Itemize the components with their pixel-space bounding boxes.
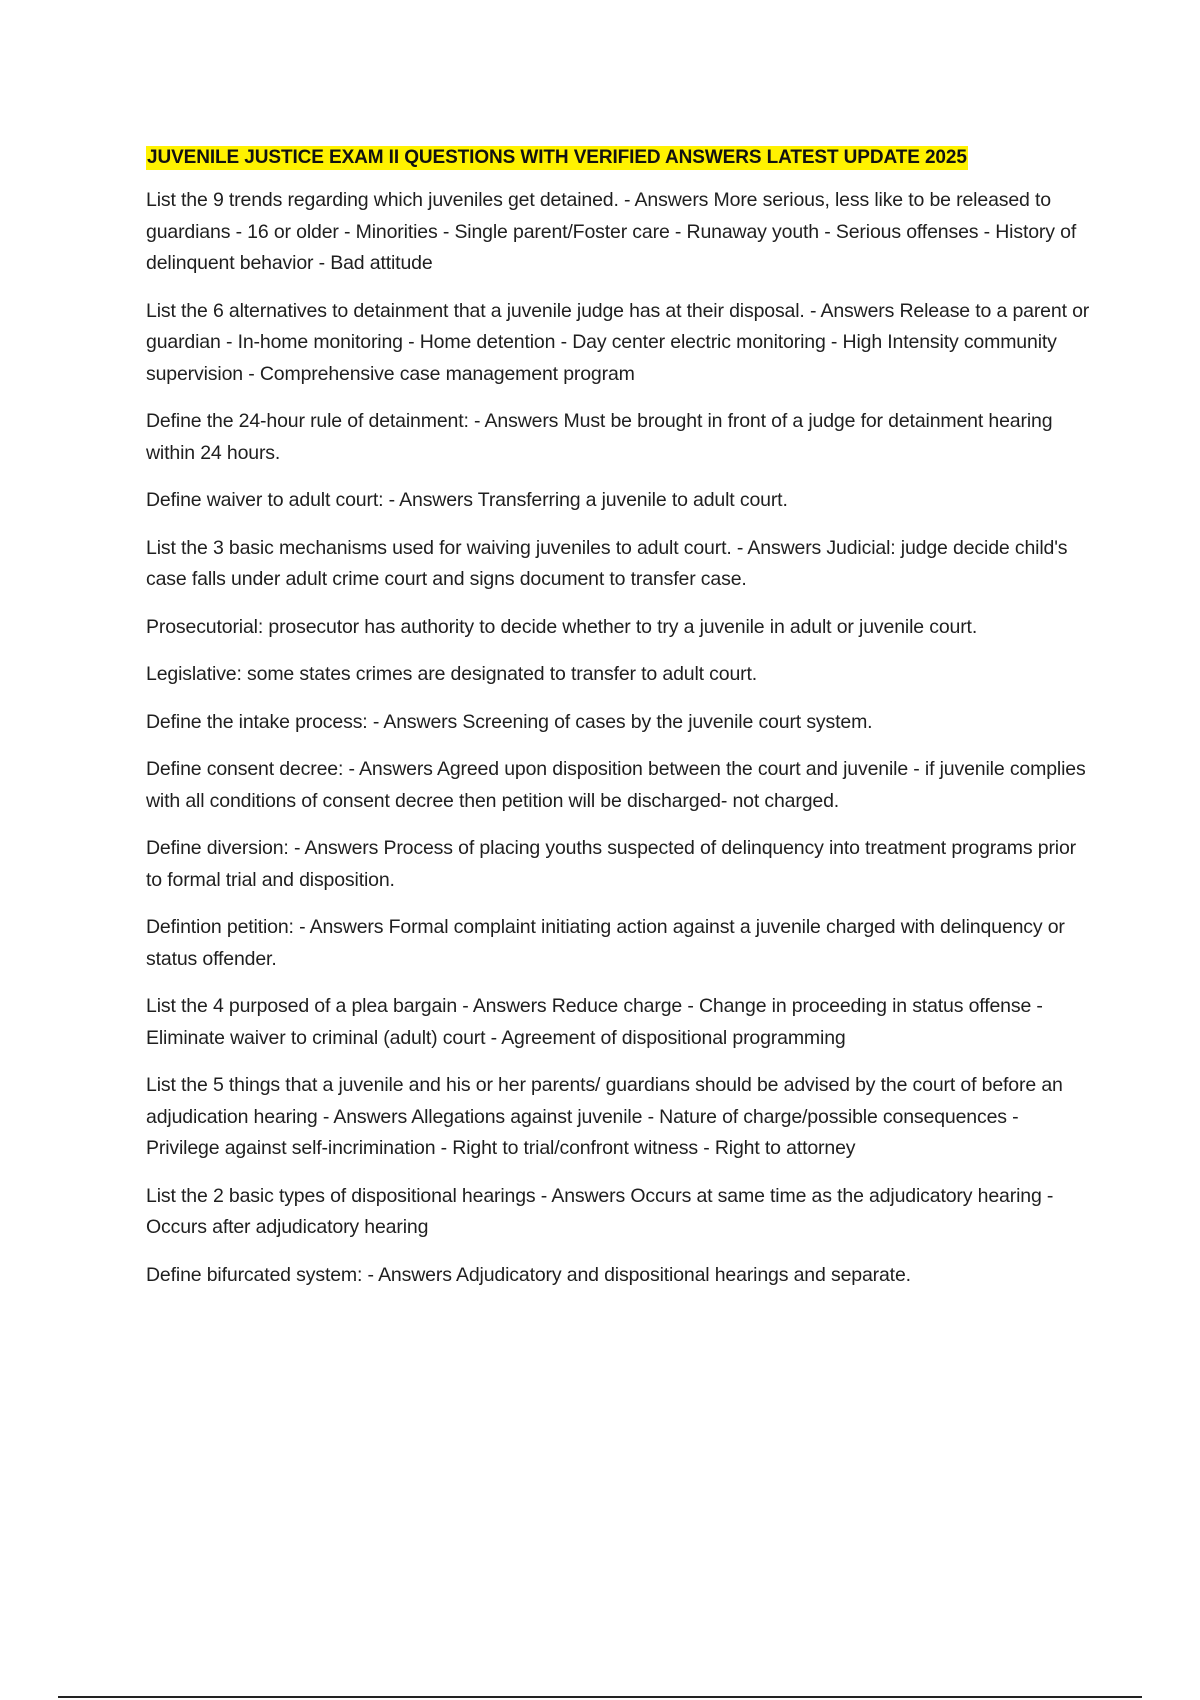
document-title: JUVENILE JUSTICE EXAM II QUESTIONS WITH VERIFIED ANSWERS LATEST UPDATE 2025 [147,147,967,168]
footer-divider [58,1696,1142,1698]
qa-paragraph: List the 3 basic mechanisms used for waiving juveniles to adult court. - Answers Judicial: judge decide child's case falls under adult crime court and signs document to transfer case. [146,536,1068,590]
qa-paragraph: Define the intake process: - Answers Screening of cases by the juvenile court system. [146,710,873,733]
qa-paragraph: Define consent decree: - Answers Agreed upon disposition between the court and juvenile - if juvenile complies with all conditions of consent decree then petition will be discharged- not charged. [146,758,1086,812]
title-block [146,145,1096,171]
qa-paragraph: List the 4 purposed of a plea bargain - Answers Reduce charge - Change in proceeding in status offense - Eliminate waiver to criminal (adult) court - Agreement of dispositional programming [146,995,1043,1049]
qa-paragraph: Prosecutorial: prosecutor has authority to decide whether to try a juvenile in adult or juvenile court. [146,615,978,638]
qa-paragraph: List the 2 basic types of dispositional hearings - Answers Occurs at same time as the adjudicatory hearing - Occurs after adjudicatory hearing [146,1184,1054,1238]
qa-paragraph: Legislative: some states crimes are designated to transfer to adult court. [146,663,758,685]
qa-paragraph: Defintion petition: - Answers Formal complaint initiating action against a juvenile charged with delinquency or status offender. [146,916,1065,970]
qa-paragraph: Define bifurcated system: - Answers Adjudicatory and dispositional hearings and separate. [146,1263,911,1286]
qa-paragraph: Define the 24-hour rule of detainment: - Answers Must be brought in front of a judge for detainment hearing within 24 hours. [146,410,1053,464]
qa-paragraph: Define diversion: - Answers Process of placing youths suspected of delinquency into treatment programs prior to formal trial and disposition. [146,837,1077,891]
qa-paragraph: Define waiver to adult court: - Answers Transferring a juvenile to adult court. [146,489,788,511]
qa-paragraph: List the 6 alternatives to detainment that a juvenile judge has at their disposal. - Answers Release to a parent or guardian - In-home monitoring - Home detention - Day center electric monitoring - High Intensity community supervision - Comprehensive case management program [146,299,1090,385]
qa-paragraph: List the 5 things that a juvenile and his or her parents/ guardians should be advised by the court of before an adjudication hearing - Answers Allegations against juvenile - Nature of charge/possible consequences - Privilege against self-incrimination - Right to trial/confront witness - Right to attorney [146,1074,1063,1159]
qa-paragraph: List the 9 trends regarding which juveniles get detained. - Answers More serious, less like to be released to guardians - 16 or older - Minorities - Single parent/Foster care - Runaway youth - Serious offenses - History of delinquent behavior - Bad attitude [146,189,1077,274]
document-body [146,145,1096,1307]
